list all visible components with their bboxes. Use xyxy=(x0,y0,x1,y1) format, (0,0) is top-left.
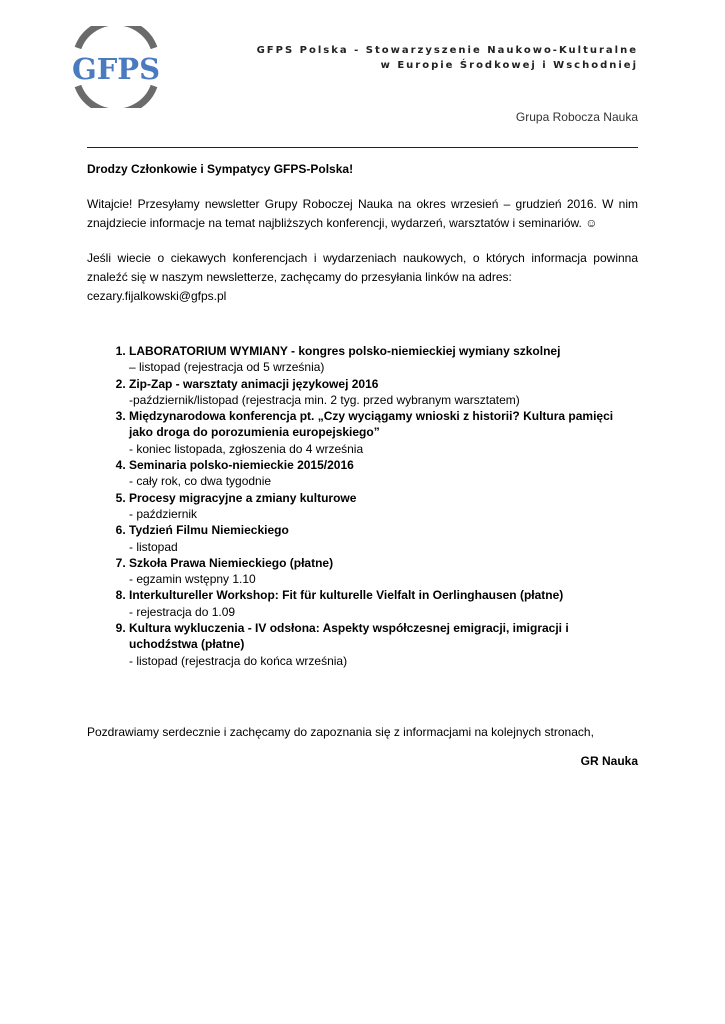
greeting: Drodzy Członkowie i Sympatycy GFPS-Polska! xyxy=(87,162,354,176)
list-item xyxy=(129,555,638,588)
event-title: 8. Interkultureller Workshop: Fit für kulturelle Vielfalt in Oerlinghausen (płatne) xyxy=(129,588,564,603)
signature: GR Nauka xyxy=(580,753,638,768)
event-note: -październik/listopad (rejestracja min. 2 tyg. przed wybranym warsztatem) xyxy=(129,392,520,407)
list-item xyxy=(129,587,638,620)
event-note: - koniec listopada, zgłoszenia do 4 września xyxy=(129,441,364,456)
list-item xyxy=(129,457,638,490)
event-title: 9. Kultura wykluczenia - IV odsłona: Aspekty współczesnej emigracji, imigracji i uchodźstwa (płatne) xyxy=(129,621,569,652)
list-item xyxy=(129,522,638,555)
intro-paragraph: Witajcie! Przesyłamy newsletter Grupy Roboczej Nauka na okres wrzesień – grudzień 2016. W nim znajdziecie informacje na temat najbliższych konferencji, wydarzeń, warsztatów i seminariów. ☺ xyxy=(87,197,638,230)
list-item xyxy=(129,490,638,523)
gfps-logo xyxy=(66,26,166,108)
organization-name xyxy=(257,43,638,73)
logo-text: GFPS xyxy=(71,52,161,86)
event-note: - listopad xyxy=(129,539,178,554)
event-note: - listopad (rejestracja do końca września) xyxy=(129,653,348,668)
gfps-logo-icon xyxy=(66,26,166,108)
event-note: - egzamin wstępny 1.10 xyxy=(129,572,256,587)
event-title: 5. Procesy migracyjne a zmiany kulturowe xyxy=(129,490,357,505)
events-list xyxy=(87,343,638,669)
event-title: 6. Tydzień Filmu Niemieckiego xyxy=(129,523,289,538)
org-line-1: GFPS Polska - Stowarzyszenie Naukowo-Kulturalne xyxy=(256,45,638,56)
list-item xyxy=(129,343,638,376)
list-item xyxy=(129,376,638,409)
closing-line: Pozdrawiamy serdecznie i zachęcamy do zapoznania się z informacjami na kolejnych stronach, xyxy=(87,724,594,739)
invite-paragraph xyxy=(87,249,638,306)
event-title: 7. Szkoła Prawa Niemieckiego (płatne) xyxy=(129,555,334,570)
invite-text: Jeśli wiecie o ciekawych konferencjach i wydarzeniach naukowych, o których informacja powinna znaleźć się w naszym newsletterze, zachęcamy do przesyłania linków na adres: xyxy=(87,251,638,284)
event-title: 2. Zip-Zap - warsztaty animacji językowej 2016 xyxy=(129,376,379,391)
event-note: – listopad (rejestracja od 5 września) xyxy=(129,360,325,375)
event-note: - rejestracja do 1.09 xyxy=(129,604,236,619)
letter-body xyxy=(87,160,638,771)
header-divider xyxy=(87,147,638,148)
event-note: - cały rok, co dwa tygodnie xyxy=(129,474,272,489)
event-title: 4. Seminaria polsko-niemieckie 2015/2016 xyxy=(129,458,354,473)
event-title: 3. Międzynarodowa konferencja pt. „Czy wyciągamy wnioski z historii? Kultura pamięci jako droga do porozumienia europejskiego” xyxy=(129,409,614,440)
list-item xyxy=(129,408,638,457)
contact-email[interactable]: cezary.fijalkowski@gfps.pl xyxy=(87,289,227,303)
event-title: 1. LABORATORIUM WYMIANY - kongres polsko-niemieckiej wymiany szkolnej xyxy=(129,344,561,358)
working-group-name: Grupa Robocza Nauka xyxy=(515,110,638,124)
org-line-2: w Europie Środkowej i Wschodniej xyxy=(380,60,638,71)
list-item xyxy=(129,620,638,669)
event-note: - październik xyxy=(129,506,198,521)
